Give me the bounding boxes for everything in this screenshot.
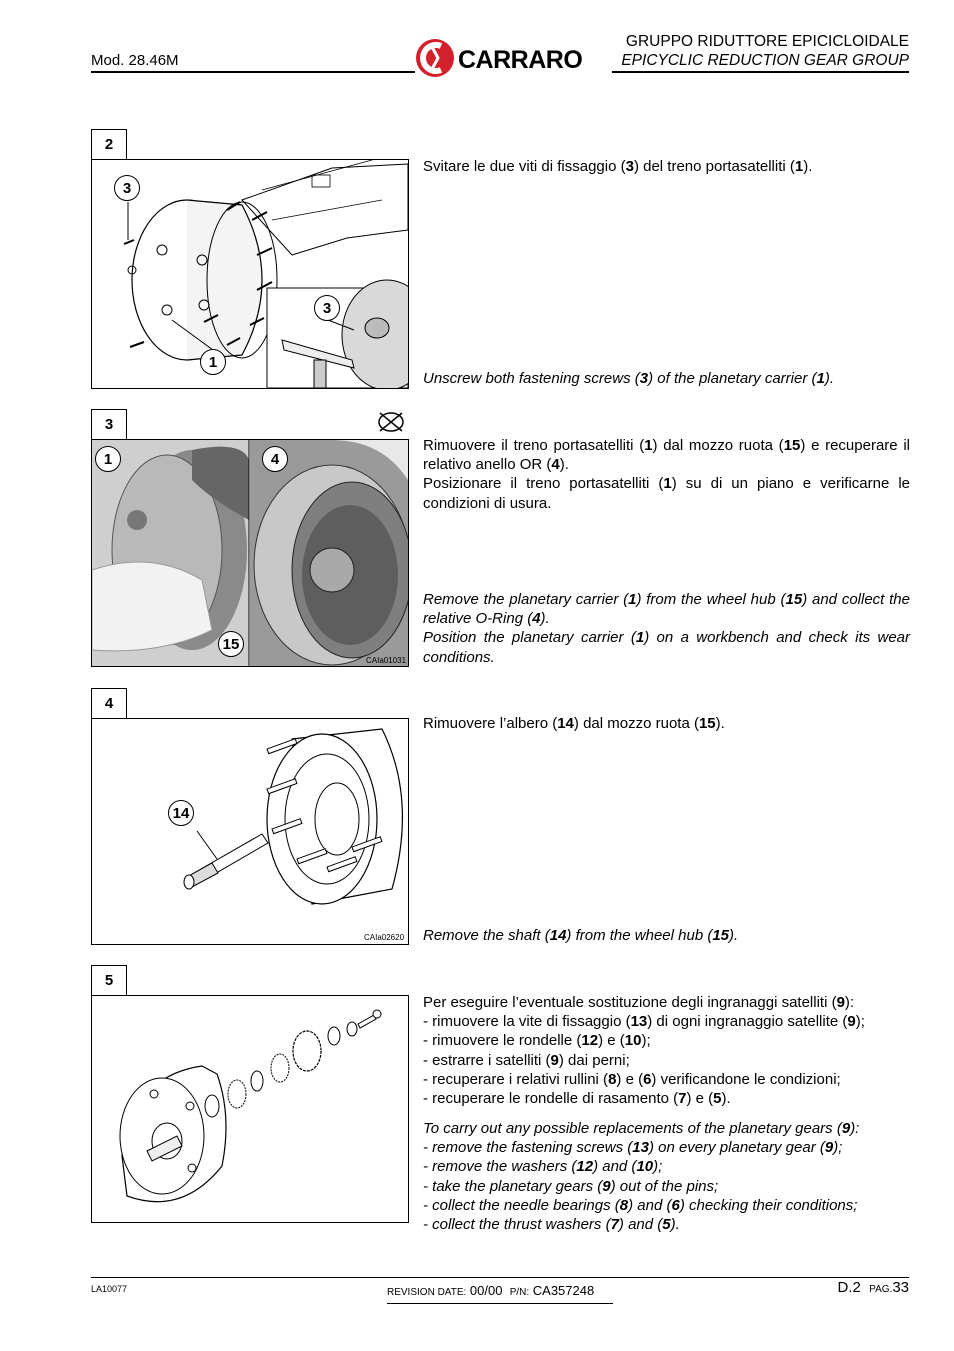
- model-label: Mod. 28.46M: [91, 52, 179, 69]
- paragraph: - take the planetary gears (9) out of the pins;: [423, 1177, 719, 1195]
- section-title-en: EPICYCLIC REDUCTION GEAR GROUP: [621, 52, 909, 69]
- paragraph: - remove the fastening screws (13) on every planetary gear (9);: [423, 1139, 843, 1157]
- revision-value: 00/00: [469, 1283, 503, 1298]
- paragraph: - collect the needle bearings (8) and (6) checking their conditions;: [423, 1196, 858, 1214]
- paragraph: - rimuovere la vite di fissaggio (13) di ogni ingranaggio satellite (9);: [423, 1013, 865, 1031]
- callout-15: 15: [218, 631, 244, 657]
- revision-label: REVISION DATE:: [387, 1287, 467, 1298]
- step-number: 2: [91, 129, 127, 159]
- svg-text:CARRARO: CARRARO: [458, 46, 583, 74]
- section-code: D.2: [837, 1279, 861, 1296]
- callout-1: 1: [95, 446, 121, 472]
- callout-4: 4: [262, 446, 288, 472]
- step-2-text-en: [423, 369, 910, 388]
- paragraph: - remove the washers (12) and (10);: [423, 1158, 663, 1176]
- step-4-text-en: [423, 926, 910, 945]
- paragraph: - collect the thrust washers (7) and (5).: [423, 1216, 680, 1234]
- step-5-text-it: [423, 993, 910, 1108]
- part-number-label: P/N:: [509, 1287, 530, 1298]
- paragraph: Unscrew both fastening screws (3) of the planetary carrier (1).: [423, 370, 835, 387]
- page-number: [837, 1279, 909, 1296]
- paragraph: - recuperare i relativi rullini (8) e (6) verificandone le condizioni;: [423, 1070, 841, 1088]
- paragraph: Rimuovere l’albero (14) dal mozzo ruota (15).: [423, 715, 725, 732]
- step-5-figure: [91, 995, 409, 1223]
- no-tool-icon: [376, 410, 406, 434]
- header-rule-left: [91, 71, 415, 73]
- paragraph: To carry out any possible replacements of the planetary gears (9):: [423, 1120, 860, 1137]
- footer-underline: [387, 1303, 613, 1304]
- callout-3-inset: 3: [314, 295, 340, 321]
- revision-info: [387, 1283, 594, 1298]
- page-label: PAG.: [869, 1284, 893, 1295]
- step-number: 4: [91, 688, 127, 718]
- step-3-text-it: [423, 436, 910, 513]
- part-number-value: CA357248: [532, 1283, 595, 1298]
- paragraph: Posizionare il treno portasatelliti (1) su di un piano e verificarne le condizioni di usura.: [423, 475, 911, 512]
- step-5-text-en: [423, 1119, 910, 1234]
- step-3-text-en: [423, 590, 910, 667]
- callout-3: 3: [114, 175, 140, 201]
- header-rule-right: [612, 71, 909, 73]
- step-4-figure: [91, 718, 409, 945]
- step-4-text-it: [423, 714, 910, 733]
- step-3-figure: [91, 439, 409, 667]
- paragraph: Rimuovere il treno portasatelliti (1) dal mozzo ruota (15) e recuperare il relativo anello OR (4).: [423, 437, 910, 474]
- paragraph: Remove the shaft (14) from the wheel hub (15).: [423, 927, 739, 944]
- paragraph: Remove the planetary carrier (1) from the wheel hub (15) and collect the relative O-Ring (4).: [423, 591, 910, 628]
- figure-code: CAIa01031: [366, 656, 407, 665]
- paragraph: Svitare le due viti di fissaggio (3) del treno portasatelliti (1).: [423, 158, 813, 175]
- carraro-logo: [414, 37, 586, 79]
- step-number: 3: [91, 409, 127, 439]
- footer-rule: [91, 1277, 909, 1278]
- paragraph: - estrarre i satelliti (9) dai perni;: [423, 1051, 630, 1069]
- figure-code: CAIa02620: [364, 933, 405, 942]
- paragraph: - recuperare le rondelle di rasamento (7) e (5).: [423, 1090, 731, 1108]
- paragraph: - rimuovere le rondelle (12) e (10);: [423, 1032, 651, 1050]
- callout-14: 14: [168, 800, 194, 826]
- paragraph: Per eseguire l’eventuale sostituzione degli ingranaggi satelliti (9):: [423, 994, 855, 1011]
- callout-1: 1: [200, 349, 226, 375]
- page-value: 33: [892, 1279, 909, 1296]
- step-number: 5: [91, 965, 127, 995]
- step-2-text-it: [423, 157, 910, 176]
- paragraph: Position the planetary carrier (1) on a workbench and check its wear conditions.: [423, 629, 910, 666]
- document-code: LA10077: [91, 1284, 128, 1294]
- section-title-it: GRUPPO RIDUTTORE EPICICLOIDALE: [625, 33, 909, 50]
